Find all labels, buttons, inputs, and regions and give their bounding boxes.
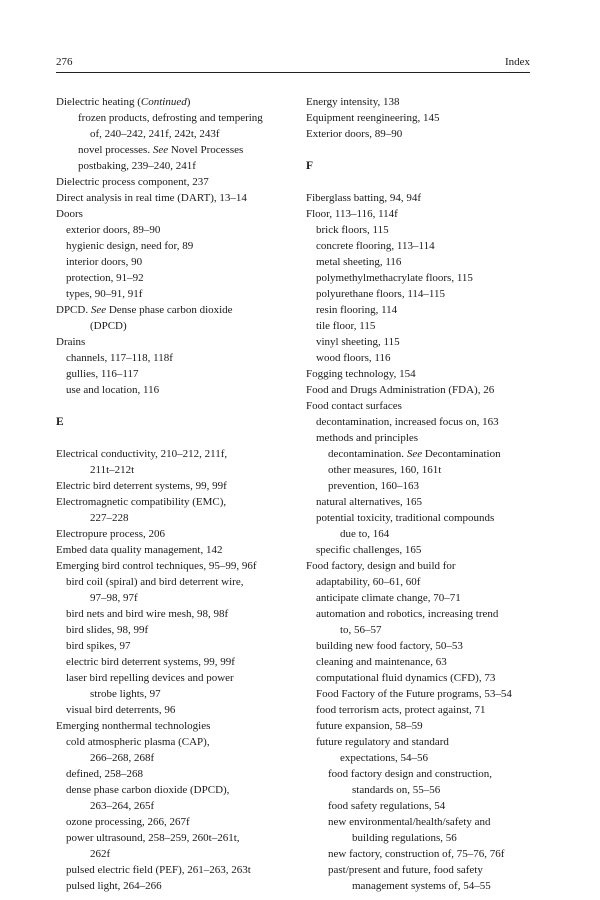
index-entry: new environmental/health/safety and [328, 816, 491, 828]
index-entry: Electric bird deterrent systems, 99, 99f [56, 480, 227, 492]
index-entry: prevention, 160–163 [328, 480, 420, 492]
index-entry: food terrorism acts, protect against, 71 [316, 704, 486, 716]
index-entry: specific challenges, 165 [316, 544, 422, 556]
index-entry: anticipate climate change, 70–71 [316, 592, 461, 604]
section-letter: F [306, 160, 314, 172]
index-entry: channels, 117–118, 118f [66, 352, 173, 364]
running-head: Index [504, 56, 530, 68]
index-entry: other measures, 160, 161t [328, 464, 442, 476]
index-entry: decontamination, increased focus on, 163 [316, 416, 499, 428]
index-entry: building regulations, 56 [352, 832, 457, 844]
index-entry: Doors [56, 208, 83, 220]
index-entry: strobe lights, 97 [90, 688, 161, 700]
index-entry: 227–228 [90, 512, 129, 524]
index-entry: potential toxicity, traditional compounds [316, 512, 495, 524]
index-entry: electric bird deterrent systems, 99, 99f [66, 656, 235, 668]
index-entry: due to, 164 [340, 528, 390, 540]
index-entry: 211t–212t [90, 464, 135, 476]
index-entry: exterior doors, 89–90 [66, 224, 161, 236]
index-entry: adaptability, 60–61, 60f [316, 576, 421, 588]
index-entry: ozone processing, 266, 267f [66, 816, 190, 828]
index-entry: gullies, 116–117 [66, 368, 139, 380]
index-entry: metal sheeting, 116 [316, 256, 402, 268]
index-entry: cleaning and maintenance, 63 [316, 656, 447, 668]
index-entry: resin flooring, 114 [316, 304, 398, 316]
index-entry: (DPCD) [90, 320, 127, 332]
index-entry: of, 240–242, 241f, 242t, 243f [90, 128, 220, 140]
index-entry: Energy intensity, 138 [306, 96, 400, 108]
index-entry: 263–264, 265f [90, 800, 155, 812]
page-header [56, 54, 530, 70]
index-entry: 262f [90, 848, 111, 860]
section-spacer [56, 398, 288, 414]
index-entry: future regulatory and standard [316, 736, 449, 748]
index-entry: bird coil (spiral) and bird deterrent wire, [66, 576, 244, 588]
index-entry: power ultrasound, 258–259, 260t–261t, [66, 832, 240, 844]
index-entry: Electrical conductivity, 210–212, 211f, [56, 448, 228, 460]
index-entry: decontamination. See Decontamination [328, 448, 501, 460]
index-entry: pulsed light, 264–266 [66, 880, 162, 892]
index-entry: Dielectric process component, 237 [56, 176, 209, 188]
index-entry: interior doors, 90 [66, 256, 143, 268]
index-entry: protection, 91–92 [66, 272, 144, 284]
index-entry: types, 90–91, 91f [66, 288, 143, 300]
index-entry: Electromagnetic compatibility (EMC), [56, 496, 227, 508]
index-entry: computational fluid dynamics (CFD), 73 [316, 672, 496, 684]
index-entry: future expansion, 58–59 [316, 720, 423, 732]
index-entry: polyurethane floors, 114–115 [316, 288, 446, 300]
index-entry: automation and robotics, increasing trend [316, 608, 499, 620]
index-entry: to, 56–57 [340, 624, 382, 636]
index-entry: Electropure process, 206 [56, 528, 166, 540]
section-spacer [306, 142, 538, 158]
index-entry: building new food factory, 50–53 [316, 640, 463, 652]
index-entry: Dielectric heating (Continued) [56, 96, 191, 108]
index-entry: Fogging technology, 154 [306, 368, 416, 380]
index-entry: postbaking, 239–240, 241f [78, 160, 196, 172]
index-entry: standards on, 55–56 [352, 784, 441, 796]
index-entry: Emerging nonthermal technologies [56, 720, 211, 732]
index-entry: dense phase carbon dioxide (DPCD), [66, 784, 230, 796]
index-entry: Drains [56, 336, 86, 348]
index-entry: Emerging bird control techniques, 95–99, 96f [56, 560, 257, 572]
index-entry: new factory, construction of, 75–76, 76f [328, 848, 505, 860]
index-entry: bird spikes, 97 [66, 640, 131, 652]
index-entry: 266–268, 268f [90, 752, 155, 764]
index-entry: Food factory, design and build for [306, 560, 456, 572]
index-entry: Food contact surfaces [306, 400, 402, 412]
index-column-left [56, 94, 288, 894]
index-entry: Food and Drugs Administration (FDA), 26 [306, 384, 495, 396]
index-entry: methods and principles [316, 432, 419, 444]
index-entry: DPCD. See Dense phase carbon dioxide [56, 304, 233, 316]
index-entry: defined, 258–268 [66, 768, 143, 780]
index-entry: Equipment reengineering, 145 [306, 112, 440, 124]
index-entry: laser bird repelling devices and power [66, 672, 234, 684]
index-entry: frozen products, defrosting and tempering [78, 112, 263, 124]
index-entry: management systems of, 54–55 [352, 880, 491, 892]
index-entry: Food Factory of the Future programs, 53–54 [316, 688, 512, 700]
index-entry: brick floors, 115 [316, 224, 389, 236]
index-entry: pulsed electric field (PEF), 261–263, 263t [66, 864, 251, 876]
section-spacer [56, 430, 288, 446]
index-entry: hygienic design, need for, 89 [66, 240, 194, 252]
index-entry: past/present and future, food safety [328, 864, 483, 876]
index-entry: Fiberglass batting, 94, 94f [306, 192, 421, 204]
section-spacer [306, 174, 538, 190]
index-entry: Embed data quality management, 142 [56, 544, 223, 556]
index-column-right [306, 94, 538, 894]
index-entry: expectations, 54–56 [340, 752, 428, 764]
index-entry: food factory design and construction, [328, 768, 493, 780]
page-number: 276 [56, 56, 73, 68]
index-entry: natural alternatives, 165 [316, 496, 422, 508]
index-entry: novel processes. See Novel Processes [78, 144, 244, 156]
index-entry: polymethylmethacrylate floors, 115 [316, 272, 473, 284]
index-entry: 97–98, 97f [90, 592, 138, 604]
section-letter: E [56, 416, 64, 428]
index-entry: food safety regulations, 54 [328, 800, 446, 812]
index-entry: wood floors, 116 [316, 352, 391, 364]
index-entry: concrete flooring, 113–114 [316, 240, 435, 252]
header-rule [56, 72, 530, 73]
index-entry: bird nets and bird wire mesh, 98, 98f [66, 608, 229, 620]
index-entry: visual bird deterrents, 96 [66, 704, 176, 716]
index-entry: vinyl sheeting, 115 [316, 336, 400, 348]
index-entry: cold atmospheric plasma (CAP), [66, 736, 210, 748]
index-entry: Exterior doors, 89–90 [306, 128, 403, 140]
index-entry: Direct analysis in real time (DART), 13–14 [56, 192, 247, 204]
index-entry: bird slides, 98, 99f [66, 624, 149, 636]
index-entry: tile floor, 115 [316, 320, 376, 332]
index-entry: Floor, 113–116, 114f [306, 208, 398, 220]
index-entry: use and location, 116 [66, 384, 160, 396]
